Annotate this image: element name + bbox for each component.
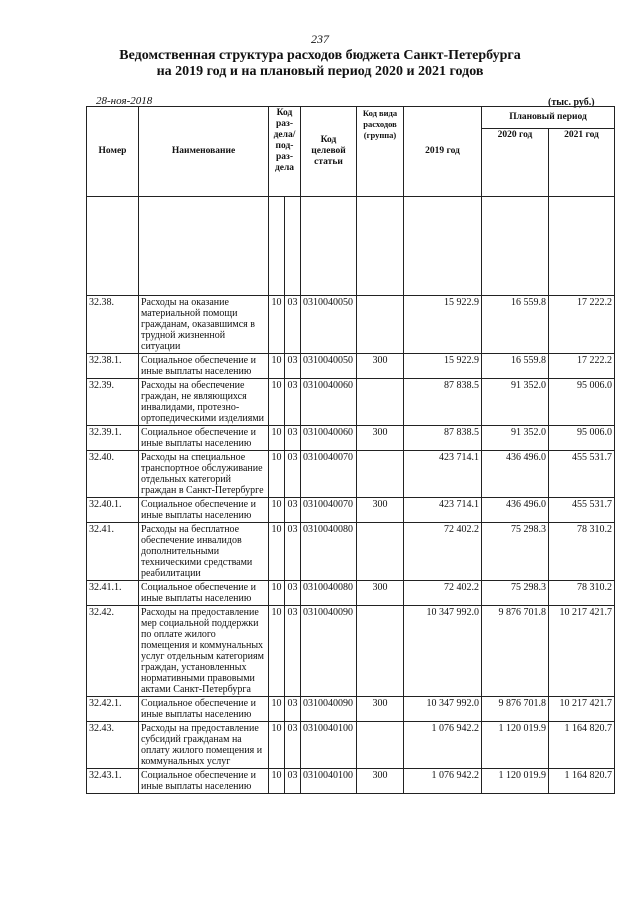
table-body xyxy=(87,197,615,794)
row-value-2019: 1 076 942.2 xyxy=(404,722,482,769)
row-target-code: 0310040050 xyxy=(301,354,357,379)
row-target-code: 0310040100 xyxy=(301,722,357,769)
row-section: 10 xyxy=(269,523,285,581)
table-row xyxy=(87,354,615,379)
row-section: 10 xyxy=(269,606,285,697)
row-number: 32.39.1. xyxy=(87,426,139,451)
row-value-2020: 16 559.8 xyxy=(482,354,549,379)
row-value-2021: 95 006.0 xyxy=(549,379,615,426)
table-row xyxy=(87,697,615,722)
row-value-2021: 17 222.2 xyxy=(549,354,615,379)
row-expense-type xyxy=(357,379,404,426)
table-row xyxy=(87,769,615,794)
spacer-cell xyxy=(87,197,139,296)
row-name: Социальное обеспечение и иные выплаты населению xyxy=(139,354,269,379)
row-expense-type: 300 xyxy=(357,426,404,451)
spacer-cell xyxy=(482,197,549,296)
row-name: Расходы на оказание материальной помощи гражданам, оказавшимся в трудной жизненной ситуации xyxy=(139,296,269,354)
row-number: 32.40.1. xyxy=(87,498,139,523)
row-number: 32.38. xyxy=(87,296,139,354)
header-target: Код целевой статьи xyxy=(301,107,357,197)
header-2020: 2020 год xyxy=(482,129,549,197)
row-number: 32.43. xyxy=(87,722,139,769)
table-row xyxy=(87,722,615,769)
row-number: 32.43.1. xyxy=(87,769,139,794)
row-section: 10 xyxy=(269,581,285,606)
row-name: Социальное обеспечение и иные выплаты населению xyxy=(139,581,269,606)
row-subsection: 03 xyxy=(285,769,301,794)
row-expense-type xyxy=(357,523,404,581)
row-subsection: 03 xyxy=(285,581,301,606)
page-number: 237 xyxy=(311,32,329,46)
row-expense-type: 300 xyxy=(357,581,404,606)
spacer-cell xyxy=(357,197,404,296)
row-subsection: 03 xyxy=(285,697,301,722)
row-subsection: 03 xyxy=(285,606,301,697)
row-subsection: 03 xyxy=(285,296,301,354)
spacer-cell xyxy=(404,197,482,296)
row-name: Расходы на специальное транспортное обслуживание отдельных категорий граждан в Санкт-Петербурге xyxy=(139,451,269,498)
row-value-2020: 1 120 019.9 xyxy=(482,769,549,794)
row-value-2020: 75 298.3 xyxy=(482,523,549,581)
row-target-code: 0310040050 xyxy=(301,296,357,354)
row-value-2019: 87 838.5 xyxy=(404,426,482,451)
spacer-cell xyxy=(301,197,357,296)
row-value-2021: 10 217 421.7 xyxy=(549,606,615,697)
row-subsection: 03 xyxy=(285,498,301,523)
row-section: 10 xyxy=(269,451,285,498)
table-row xyxy=(87,523,615,581)
spacer-cell xyxy=(269,197,285,296)
row-section: 10 xyxy=(269,498,285,523)
row-section: 10 xyxy=(269,379,285,426)
header-2019: 2019 год xyxy=(404,107,482,197)
table-row xyxy=(87,426,615,451)
row-value-2020: 436 496.0 xyxy=(482,451,549,498)
document-date: 28-ноя-2018 xyxy=(96,95,153,107)
spacer-cell xyxy=(285,197,301,296)
row-subsection: 03 xyxy=(285,354,301,379)
table-row xyxy=(87,296,615,354)
row-name: Расходы на обеспечение граждан, не являющихся инвалидами, протезно-ортопедическими изделиями xyxy=(139,379,269,426)
table-row xyxy=(87,379,615,426)
row-target-code: 0310040080 xyxy=(301,523,357,581)
row-target-code: 0310040060 xyxy=(301,426,357,451)
row-subsection: 03 xyxy=(285,722,301,769)
spacer-cell xyxy=(549,197,615,296)
row-value-2020: 91 352.0 xyxy=(482,426,549,451)
row-expense-type: 300 xyxy=(357,498,404,523)
row-value-2020: 75 298.3 xyxy=(482,581,549,606)
row-target-code: 0310040090 xyxy=(301,697,357,722)
budget-table xyxy=(86,106,615,794)
row-value-2020: 9 876 701.8 xyxy=(482,606,549,697)
row-target-code: 0310040070 xyxy=(301,498,357,523)
header-expense-type: Код вида расходов (группа) xyxy=(357,107,404,197)
row-value-2021: 78 310.2 xyxy=(549,523,615,581)
row-value-2021: 455 531.7 xyxy=(549,451,615,498)
row-expense-type xyxy=(357,451,404,498)
header-section: Код раз-дела/ под-раз-дела xyxy=(269,107,301,197)
header-name: Наименование xyxy=(139,107,269,197)
table-row xyxy=(87,498,615,523)
row-target-code: 0310040070 xyxy=(301,451,357,498)
row-section: 10 xyxy=(269,426,285,451)
row-value-2021: 95 006.0 xyxy=(549,426,615,451)
row-value-2019: 423 714.1 xyxy=(404,451,482,498)
row-name: Социальное обеспечение и иные выплаты населению xyxy=(139,498,269,523)
header-number: Номер xyxy=(87,107,139,197)
row-expense-type: 300 xyxy=(357,769,404,794)
row-value-2021: 455 531.7 xyxy=(549,498,615,523)
row-value-2019: 1 076 942.2 xyxy=(404,769,482,794)
row-name: Расходы на предоставление мер социальной поддержки по оплате жилого помещения и коммунальных услуг отдельным категориям граждан, установленных нормативными правовыми актами Санкт-Петербурга xyxy=(139,606,269,697)
row-section: 10 xyxy=(269,354,285,379)
row-value-2021: 1 164 820.7 xyxy=(549,722,615,769)
row-section: 10 xyxy=(269,296,285,354)
spacer-cell xyxy=(139,197,269,296)
row-value-2019: 10 347 992.0 xyxy=(404,606,482,697)
row-value-2020: 436 496.0 xyxy=(482,498,549,523)
row-value-2019: 72 402.2 xyxy=(404,523,482,581)
title-line-2: на 2019 год и на плановый период 2020 и 2021 годов xyxy=(156,64,484,79)
row-value-2021: 1 164 820.7 xyxy=(549,769,615,794)
row-section: 10 xyxy=(269,697,285,722)
row-expense-type xyxy=(357,296,404,354)
row-value-2020: 16 559.8 xyxy=(482,296,549,354)
row-value-2020: 1 120 019.9 xyxy=(482,722,549,769)
units-label: (тыс. руб.) xyxy=(548,97,595,108)
row-value-2021: 78 310.2 xyxy=(549,581,615,606)
row-section: 10 xyxy=(269,769,285,794)
row-number: 32.42.1. xyxy=(87,697,139,722)
row-value-2021: 10 217 421.7 xyxy=(549,697,615,722)
row-value-2020: 9 876 701.8 xyxy=(482,697,549,722)
row-name: Расходы на предоставление субсидий гражданам на оплату жилого помещения и коммунальных услуг xyxy=(139,722,269,769)
header-2021: 2021 год xyxy=(549,129,615,197)
row-number: 32.40. xyxy=(87,451,139,498)
row-value-2019: 72 402.2 xyxy=(404,581,482,606)
row-value-2019: 15 922.9 xyxy=(404,354,482,379)
row-name: Социальное обеспечение и иные выплаты населению xyxy=(139,697,269,722)
row-number: 32.39. xyxy=(87,379,139,426)
row-target-code: 0310040100 xyxy=(301,769,357,794)
row-name: Социальное обеспечение и иные выплаты населению xyxy=(139,426,269,451)
table-row xyxy=(87,606,615,697)
row-target-code: 0310040060 xyxy=(301,379,357,426)
row-expense-type: 300 xyxy=(357,697,404,722)
row-expense-type xyxy=(357,722,404,769)
document-title xyxy=(0,48,640,80)
table-row xyxy=(87,451,615,498)
row-value-2020: 91 352.0 xyxy=(482,379,549,426)
row-value-2019: 15 922.9 xyxy=(404,296,482,354)
row-expense-type: 300 xyxy=(357,354,404,379)
row-number: 32.41.1. xyxy=(87,581,139,606)
row-value-2019: 423 714.1 xyxy=(404,498,482,523)
row-number: 32.42. xyxy=(87,606,139,697)
row-value-2019: 87 838.5 xyxy=(404,379,482,426)
header-planned-period: Плановый период xyxy=(482,107,615,129)
row-subsection: 03 xyxy=(285,426,301,451)
row-name: Социальное обеспечение и иные выплаты населению xyxy=(139,769,269,794)
table-row xyxy=(87,581,615,606)
row-value-2019: 10 347 992.0 xyxy=(404,697,482,722)
table-header xyxy=(87,107,615,197)
row-subsection: 03 xyxy=(285,451,301,498)
row-number: 32.41. xyxy=(87,523,139,581)
header-spacer-row xyxy=(87,197,615,296)
row-subsection: 03 xyxy=(285,523,301,581)
row-name: Расходы на бесплатное обеспечение инвалидов дополнительными техническими средствами реабилитации xyxy=(139,523,269,581)
row-number: 32.38.1. xyxy=(87,354,139,379)
row-target-code: 0310040090 xyxy=(301,606,357,697)
row-subsection: 03 xyxy=(285,379,301,426)
row-target-code: 0310040080 xyxy=(301,581,357,606)
row-expense-type xyxy=(357,606,404,697)
row-value-2021: 17 222.2 xyxy=(549,296,615,354)
row-section: 10 xyxy=(269,722,285,769)
title-line-1: Ведомственная структура расходов бюджета Санкт-Петербурга xyxy=(119,48,521,63)
